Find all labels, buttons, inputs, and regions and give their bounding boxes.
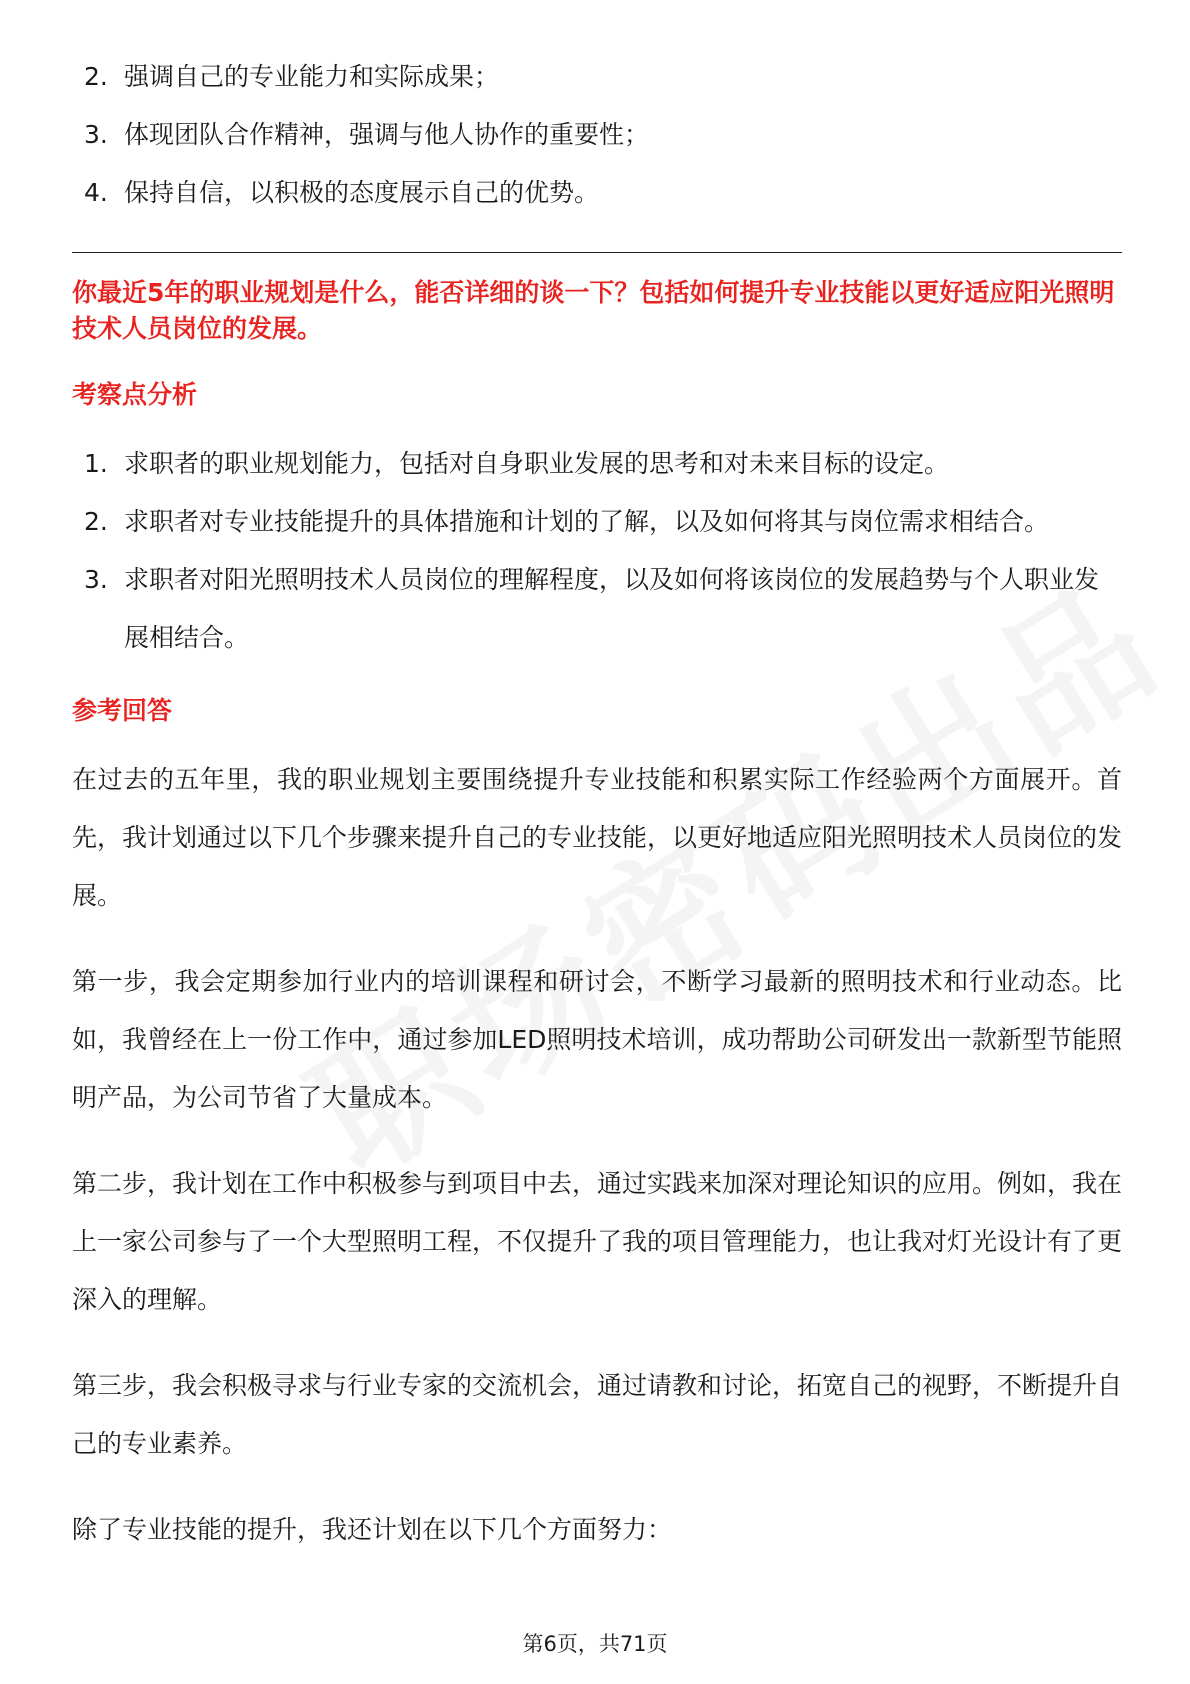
list-text: 保持自信，以积极的态度展示自己的优势。 (124, 178, 600, 207)
answer-paragraph: 除了专业技能的提升，我还计划在以下几个方面努力： (72, 1515, 673, 1544)
answer-body (72, 751, 1122, 1559)
answer-heading: 参考回答 (72, 696, 173, 725)
list-number: 2. (84, 62, 108, 91)
list-number: 3. (84, 120, 108, 149)
list-text: 体现团队合作精神，强调与他人协作的重要性； (124, 120, 650, 149)
list-text: 求职者对专业技能提升的具体措施和计划的了解，以及如何将其与岗位需求相结合。 (124, 507, 1050, 536)
list-text: 求职者对阳光照明技术人员岗位的理解程度，以及如何将该岗位的发展趋势与个人职业发展相结合。 (124, 565, 1100, 652)
page-content (72, 48, 1122, 1559)
section-divider (72, 252, 1122, 253)
list-text: 强调自己的专业能力和实际成果； (124, 62, 500, 91)
interview-question: 你最近5年的职业规划是什么，能否详细的谈一下？包括如何提升专业技能以更好适应阳光照明技术人员岗位的发展。 (72, 278, 1115, 343)
page-number: 第6页，共71页 (522, 1632, 668, 1656)
list-item (72, 106, 1122, 164)
list-item (72, 48, 1122, 106)
list-number: 2. (84, 507, 108, 536)
list-number: 4. (84, 178, 108, 207)
list-item (72, 164, 1122, 222)
list-number: 3. (84, 565, 108, 594)
analysis-list (72, 435, 1122, 667)
list-item (72, 435, 1122, 493)
analysis-heading: 考察点分析 (72, 380, 198, 409)
answer-paragraph: 在过去的五年里，我的职业规划主要围绕提升专业技能和积累实际工作经验两个方面展开。首先，我计划通过以下几个步骤来提升自己的专业技能，以更好地适应阳光照明技术人员岗位的发展。 (72, 765, 1123, 910)
answer-paragraph: 第三步，我会积极寻求与行业专家的交流机会，通过请教和讨论，拓宽自己的视野，不断提升自己的专业素养。 (72, 1371, 1123, 1458)
list-text: 求职者的职业规划能力，包括对自身职业发展的思考和对未来目标的设定。 (124, 449, 950, 478)
list-number: 1. (84, 449, 108, 478)
list-item (72, 493, 1122, 551)
answer-paragraph: 第二步，我计划在工作中积极参与到项目中去，通过实践来加深对理论知识的应用。例如，我在上一家公司参与了一个大型照明工程，不仅提升了我的项目管理能力，也让我对灯光设计有了更深入的理解。 (72, 1169, 1123, 1314)
list-item (72, 551, 1122, 667)
answer-paragraph: 第一步，我会定期参加行业内的培训课程和研讨会，不断学习最新的照明技术和行业动态。比如，我曾经在上一份工作中，通过参加LED照明技术培训，成功帮助公司研发出一款新型节能照明产品，为公司节省了大量成本。 (72, 967, 1122, 1112)
intro-list (72, 48, 1122, 222)
